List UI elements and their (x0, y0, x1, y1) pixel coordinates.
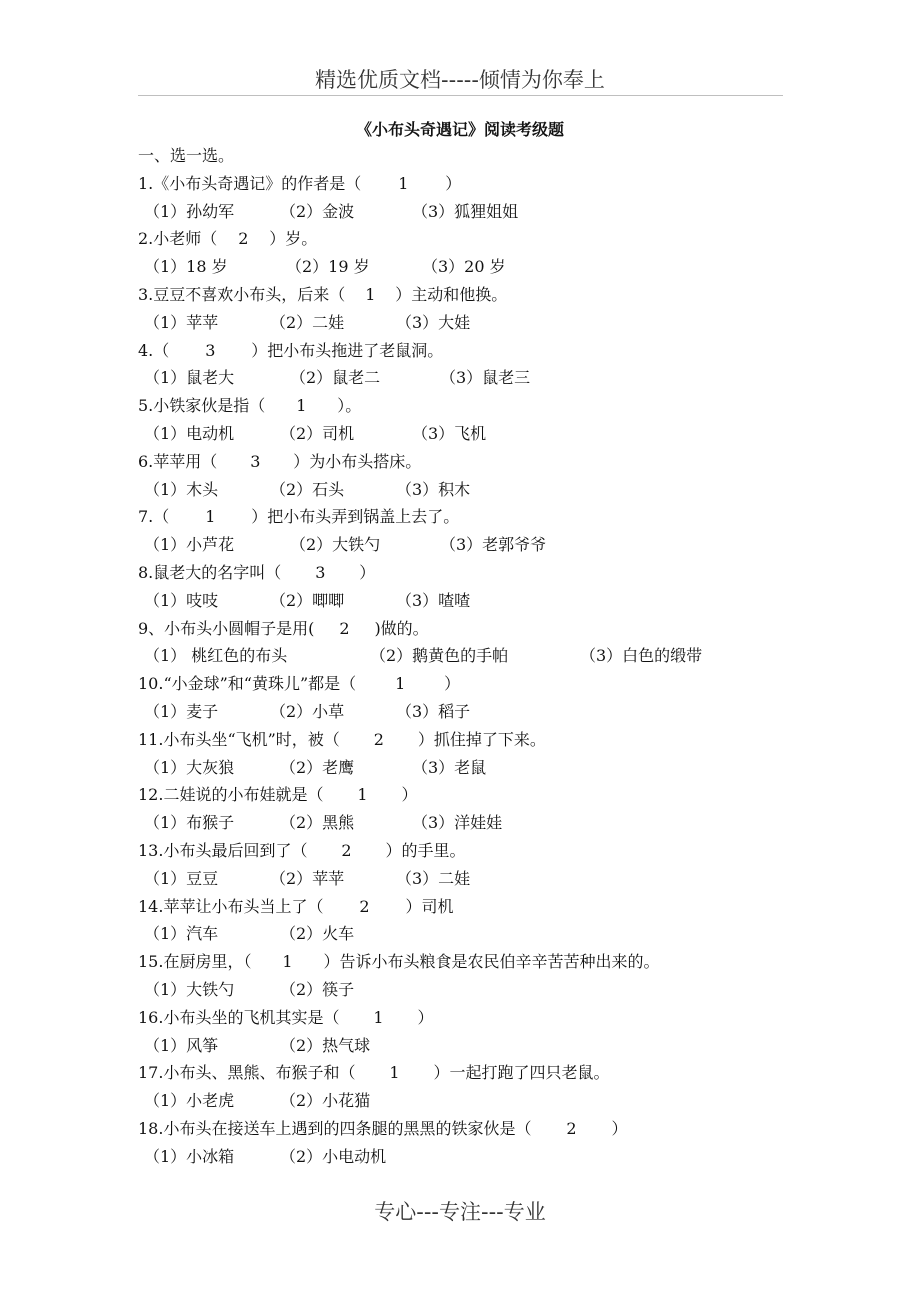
question-text-end: ）告诉小布头粮食是农民伯辛辛苦苦种出来的。 (323, 952, 660, 972)
question-text-end: ）把小布头弄到锅盖上去了。 (251, 507, 460, 527)
question-text-end: ）抓住掉了下来。 (417, 729, 546, 749)
question-text-end: ）主动和他换。 (395, 284, 508, 304)
question-text-end: ） (401, 785, 418, 805)
option-2: （2）火车 (280, 924, 355, 944)
question-text: 8.鼠老大的名字叫（ (138, 562, 282, 582)
question-7 (138, 503, 788, 531)
options-row (138, 920, 788, 948)
answer-value: 1 (398, 173, 409, 193)
option-1: （1）布猴子 (144, 813, 235, 833)
question-4 (138, 337, 788, 365)
option-1: （1）吱吱 (144, 590, 219, 610)
options-row (138, 364, 788, 392)
question-13 (138, 837, 788, 865)
question-text: 2.小老师（ (138, 229, 218, 249)
options-row (138, 1032, 788, 1060)
question-text-end: ） (417, 1007, 434, 1027)
question-3 (138, 281, 788, 309)
option-2: （2）司机 (280, 423, 355, 443)
options-row (138, 698, 788, 726)
answer-value: 2 (339, 618, 350, 638)
question-text-end: ）为小布头搭床。 (293, 451, 422, 471)
document-title: 《小布头奇遇记》阅读考级题 (355, 120, 564, 139)
options-row (138, 587, 788, 615)
option-2: （2）金波 (280, 201, 355, 221)
question-text: 13.小布头最后回到了（ (138, 840, 308, 860)
answer-value: 2 (238, 229, 249, 249)
question-text-end: ）司机 (405, 896, 454, 916)
option-2: （2）苹苹 (270, 868, 345, 888)
option-2: （2）小花猫 (280, 1091, 371, 1111)
options-row (138, 531, 788, 559)
question-text: 1.《小布头奇遇记》的作者是（ (138, 173, 362, 193)
option-2: （2）热气球 (280, 1035, 371, 1055)
question-text: 3.豆豆不喜欢小布头，后来（ (138, 284, 346, 304)
question-text: 15.在厨房里，（ (138, 952, 252, 972)
answer-value: 2 (373, 729, 384, 749)
question-text: 10.“小金球”和“黄珠儿”都是（ (138, 674, 357, 694)
section-heading: 一、选一选。 (138, 146, 235, 165)
option-2: （2）二娃 (270, 312, 345, 332)
option-3: （3）大娃 (396, 312, 471, 332)
answer-value: 3 (205, 340, 216, 360)
option-1: （1）小老虎 (144, 1091, 235, 1111)
option-1: （1）豆豆 (144, 868, 219, 888)
question-text-end: ）把小布头拖进了老鼠洞。 (251, 340, 444, 360)
question-text: 16.小布头坐的飞机其实是（ (138, 1007, 340, 1027)
option-3: （3）飞机 (412, 423, 487, 443)
option-3: （3）白色的缎带 (580, 646, 703, 666)
answer-value: 1 (357, 785, 368, 805)
answer-value: 3 (315, 562, 326, 582)
answer-value: 1 (395, 674, 406, 694)
option-1: （1）汽车 (144, 924, 219, 944)
option-1: （1）大灰狼 (144, 757, 235, 777)
question-text: 12.二娃说的小布娃就是（ (138, 785, 324, 805)
answer-value: 3 (250, 451, 261, 471)
option-1: （1）18 岁 (144, 257, 228, 277)
option-1: （1）苹苹 (144, 312, 219, 332)
question-5 (138, 392, 788, 420)
answer-value: 1 (296, 396, 307, 416)
question-text-end: ） (445, 173, 462, 193)
question-text: 5.小铁家伙是指（ (138, 396, 266, 416)
answer-value: 1 (205, 507, 216, 527)
option-2: （2）筷子 (280, 979, 355, 999)
option-2: （2）小电动机 (280, 1146, 387, 1166)
answer-value: 1 (365, 284, 376, 304)
question-16 (138, 1004, 788, 1032)
options-row (138, 309, 788, 337)
page-footer: 专心---专注---专业 (374, 1200, 546, 1224)
option-2: （2）黑熊 (280, 813, 355, 833)
options-row (138, 476, 788, 504)
question-10 (138, 670, 788, 698)
options-row (138, 198, 788, 226)
question-text-end: ）一起打跑了四只老鼠。 (433, 1063, 610, 1083)
question-list (138, 142, 788, 1170)
question-text: 7.（ (138, 507, 170, 527)
option-2: （2）老鹰 (280, 757, 355, 777)
answer-value: 2 (566, 1118, 577, 1138)
option-1: （1）鼠老大 (144, 368, 235, 388)
answer-value: 1 (282, 952, 293, 972)
option-3: （3）20 岁 (422, 257, 506, 277)
header-divider (138, 95, 783, 96)
option-2: （2）鹅黄色的手帕 (370, 646, 509, 666)
option-1: （1）小冰箱 (144, 1146, 235, 1166)
options-row (138, 976, 788, 1004)
options-row (138, 1087, 788, 1115)
question-text: 11.小布头坐“飞机”时，被（ (138, 729, 340, 749)
question-text-end: )做的。 (374, 618, 429, 638)
option-3: （3）洋娃娃 (412, 813, 503, 833)
option-1: （1）麦子 (144, 701, 219, 721)
option-1: （1）大铁勺 (144, 979, 235, 999)
question-text: 17.小布头、黑熊、布猴子和（ (138, 1063, 356, 1083)
options-row (138, 754, 788, 782)
question-text: 18.小布头在接送车上遇到的四条腿的黑黑的铁家伙是（ (138, 1118, 532, 1138)
question-text-end: ） (611, 1118, 628, 1138)
option-1: （1）电动机 (144, 423, 235, 443)
question-text-end: ）。 (337, 396, 362, 416)
option-1: （1）孙幼军 (144, 201, 235, 221)
question-15 (138, 948, 788, 976)
option-2: （2）19 岁 (286, 257, 370, 277)
question-text: 4.（ (138, 340, 170, 360)
page-header: 精选优质文档-----倾情为你奉上 (315, 68, 605, 92)
options-row (138, 642, 788, 670)
option-3: （3）老郭爷爷 (440, 535, 547, 555)
option-2: （2）鼠老二 (290, 368, 381, 388)
option-1: （1） 桃红色的布头 (144, 646, 288, 666)
question-11 (138, 726, 788, 754)
questions-container (138, 170, 788, 1171)
question-text: 6.苹苹用（ (138, 451, 218, 471)
option-1: （1）风筝 (144, 1035, 219, 1055)
option-3: （3）积木 (396, 479, 471, 499)
question-1 (138, 170, 788, 198)
option-3: （3）二娃 (396, 868, 471, 888)
question-text-end: ）的手里。 (385, 840, 466, 860)
question-text-end: ）岁。 (269, 229, 318, 249)
question-12 (138, 781, 788, 809)
option-2: （2）小草 (270, 701, 345, 721)
options-row (138, 865, 788, 893)
option-3: （3）老鼠 (412, 757, 487, 777)
option-3: （3）狐狸姐姐 (412, 201, 519, 221)
option-1: （1）木头 (144, 479, 219, 499)
options-row (138, 809, 788, 837)
option-2: （2）唧唧 (270, 590, 345, 610)
answer-value: 1 (389, 1063, 400, 1083)
question-text-end: ） (444, 674, 461, 694)
question-17 (138, 1059, 788, 1087)
option-3: （3）鼠老三 (440, 368, 531, 388)
question-18 (138, 1115, 788, 1143)
option-2: （2）大铁勺 (290, 535, 381, 555)
answer-value: 2 (341, 840, 352, 860)
option-3: （3）喳喳 (396, 590, 471, 610)
question-text: 9、小布头小圆帽子是用( (138, 618, 315, 638)
option-1: （1）小芦花 (144, 535, 235, 555)
question-9 (138, 615, 788, 643)
answer-value: 2 (359, 896, 370, 916)
answer-value: 1 (373, 1007, 384, 1027)
question-2 (138, 225, 788, 253)
question-8 (138, 559, 788, 587)
option-2: （2）石头 (270, 479, 345, 499)
question-14 (138, 893, 788, 921)
question-6 (138, 448, 788, 476)
question-text-end: ） (359, 562, 376, 582)
options-row (138, 1143, 788, 1171)
question-text: 14.苹苹让小布头当上了（ (138, 896, 324, 916)
options-row (138, 420, 788, 448)
option-3: （3）稻子 (396, 701, 471, 721)
options-row (138, 253, 788, 281)
